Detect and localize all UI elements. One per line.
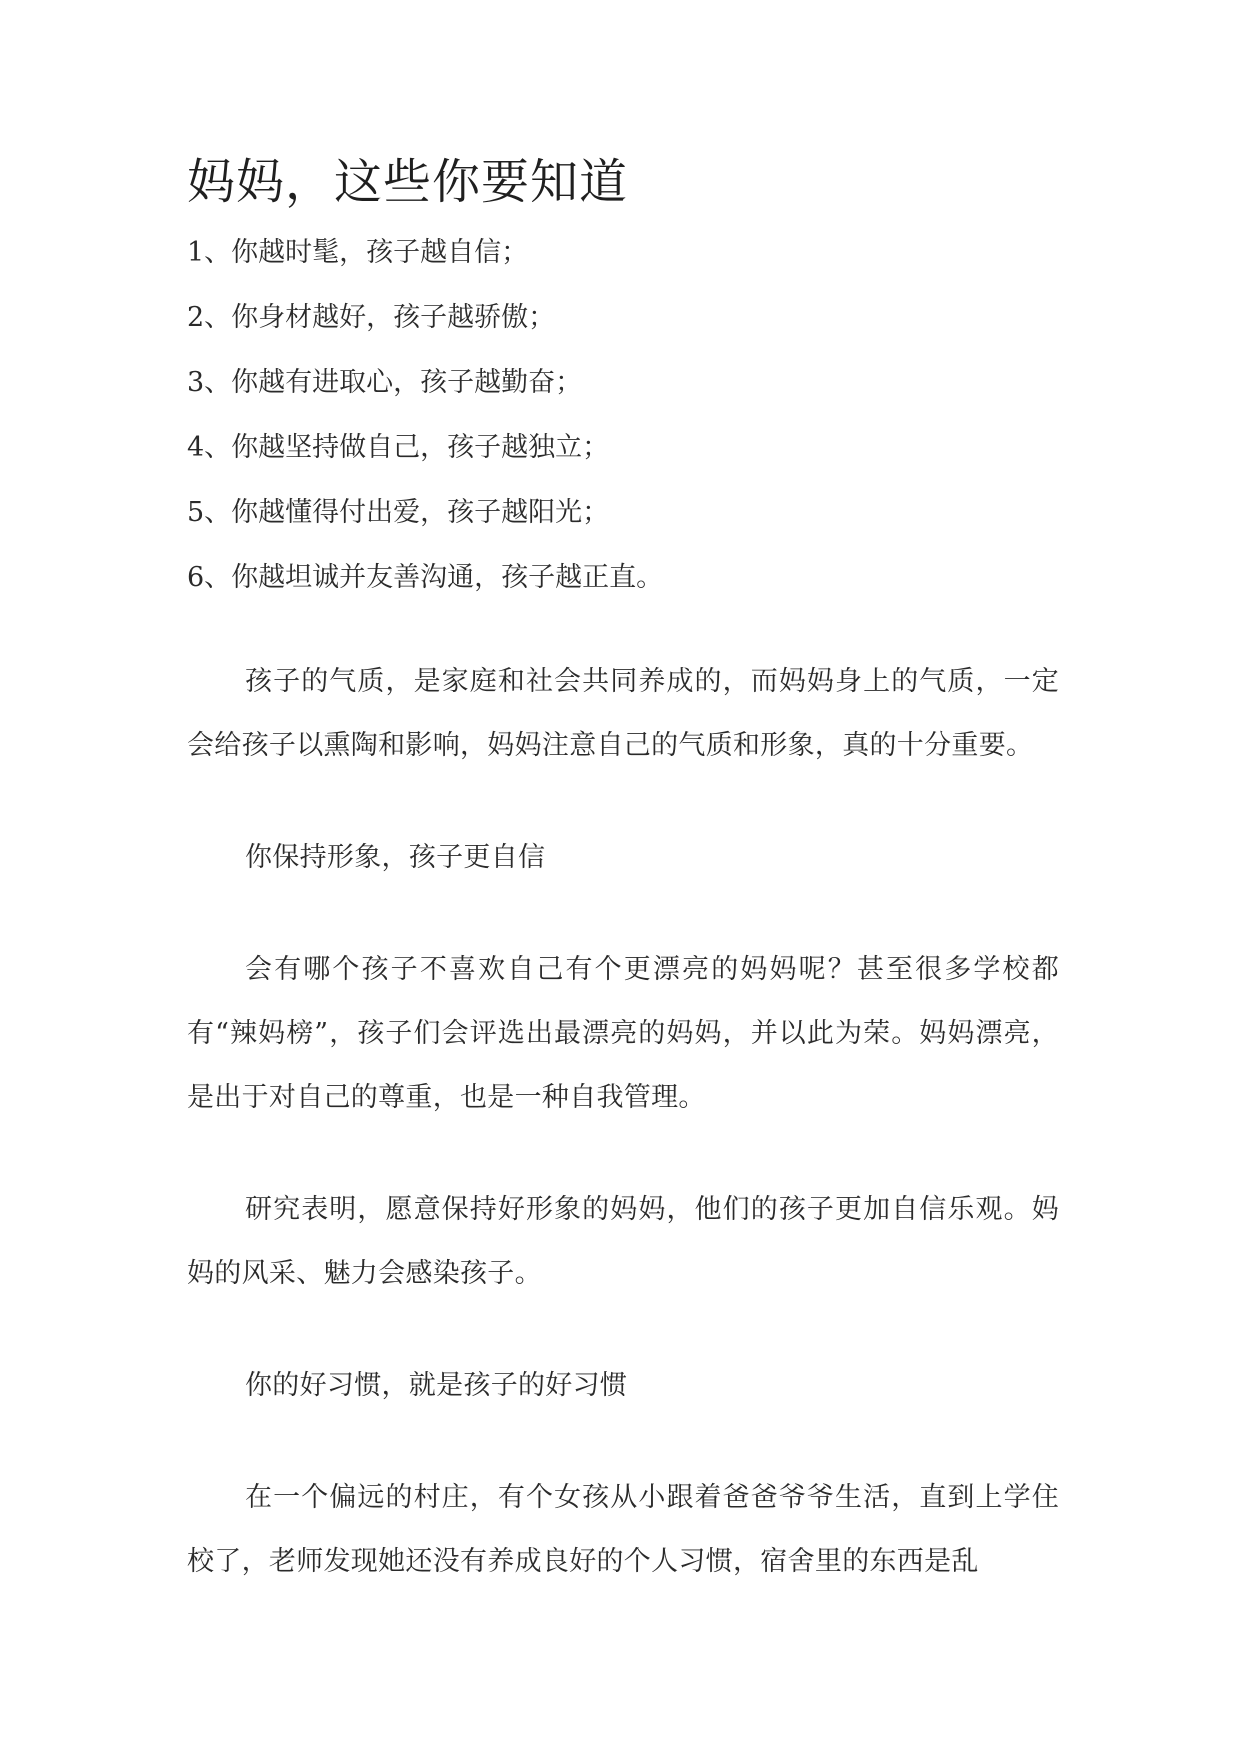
- paragraph-body: 会有哪个孩子不喜欢自己有个更漂亮的妈妈呢？甚至很多学校都有“辣妈榜”，孩子们会评选出最漂亮的妈妈，并以此为荣。妈妈漂亮，是出于对自己的尊重，也是一种自我管理。: [187, 954, 1059, 1113]
- list-item: 3、你越有进取心，孩子越勤奋；: [187, 367, 583, 398]
- list-item: 1、你越时髦，孩子越自信；: [187, 237, 529, 268]
- paragraph-body: 在一个偏远的村庄，有个女孩从小跟着爸爸爷爷生活，直到上学住校了，老师发现她还没有养成良好的个人习惯，宿舍里的东西是乱: [187, 1482, 1059, 1577]
- section-heading-image: 你保持形象，孩子更自信: [245, 842, 546, 873]
- list-item: 5、你越懂得付出爱，孩子越阳光；: [187, 497, 610, 528]
- document-title: 妈妈，这些你要知道: [187, 154, 629, 210]
- tips-list: [187, 220, 1059, 610]
- paragraph-body: 研究表明，愿意保持好形象的妈妈，他们的孩子更加自信乐观。妈妈的风采、魅力会感染孩子。: [187, 1194, 1059, 1289]
- list-item: 6、你越坦诚并友善沟通，孩子越正直。: [187, 562, 664, 593]
- paragraph-intro: 孩子的气质，是家庭和社会共同养成的，而妈妈身上的气质，一定会给孩子以熏陶和影响，妈妈注意自己的气质和形象，真的十分重要。: [187, 666, 1059, 761]
- list-item: 4、你越坚持做自己，孩子越独立；: [187, 432, 610, 463]
- list-item: 2、你身材越好，孩子越骄傲；: [187, 302, 556, 333]
- document-content: [187, 150, 1059, 1594]
- section-heading-habits: 你的好习惯，就是孩子的好习惯: [245, 1370, 628, 1401]
